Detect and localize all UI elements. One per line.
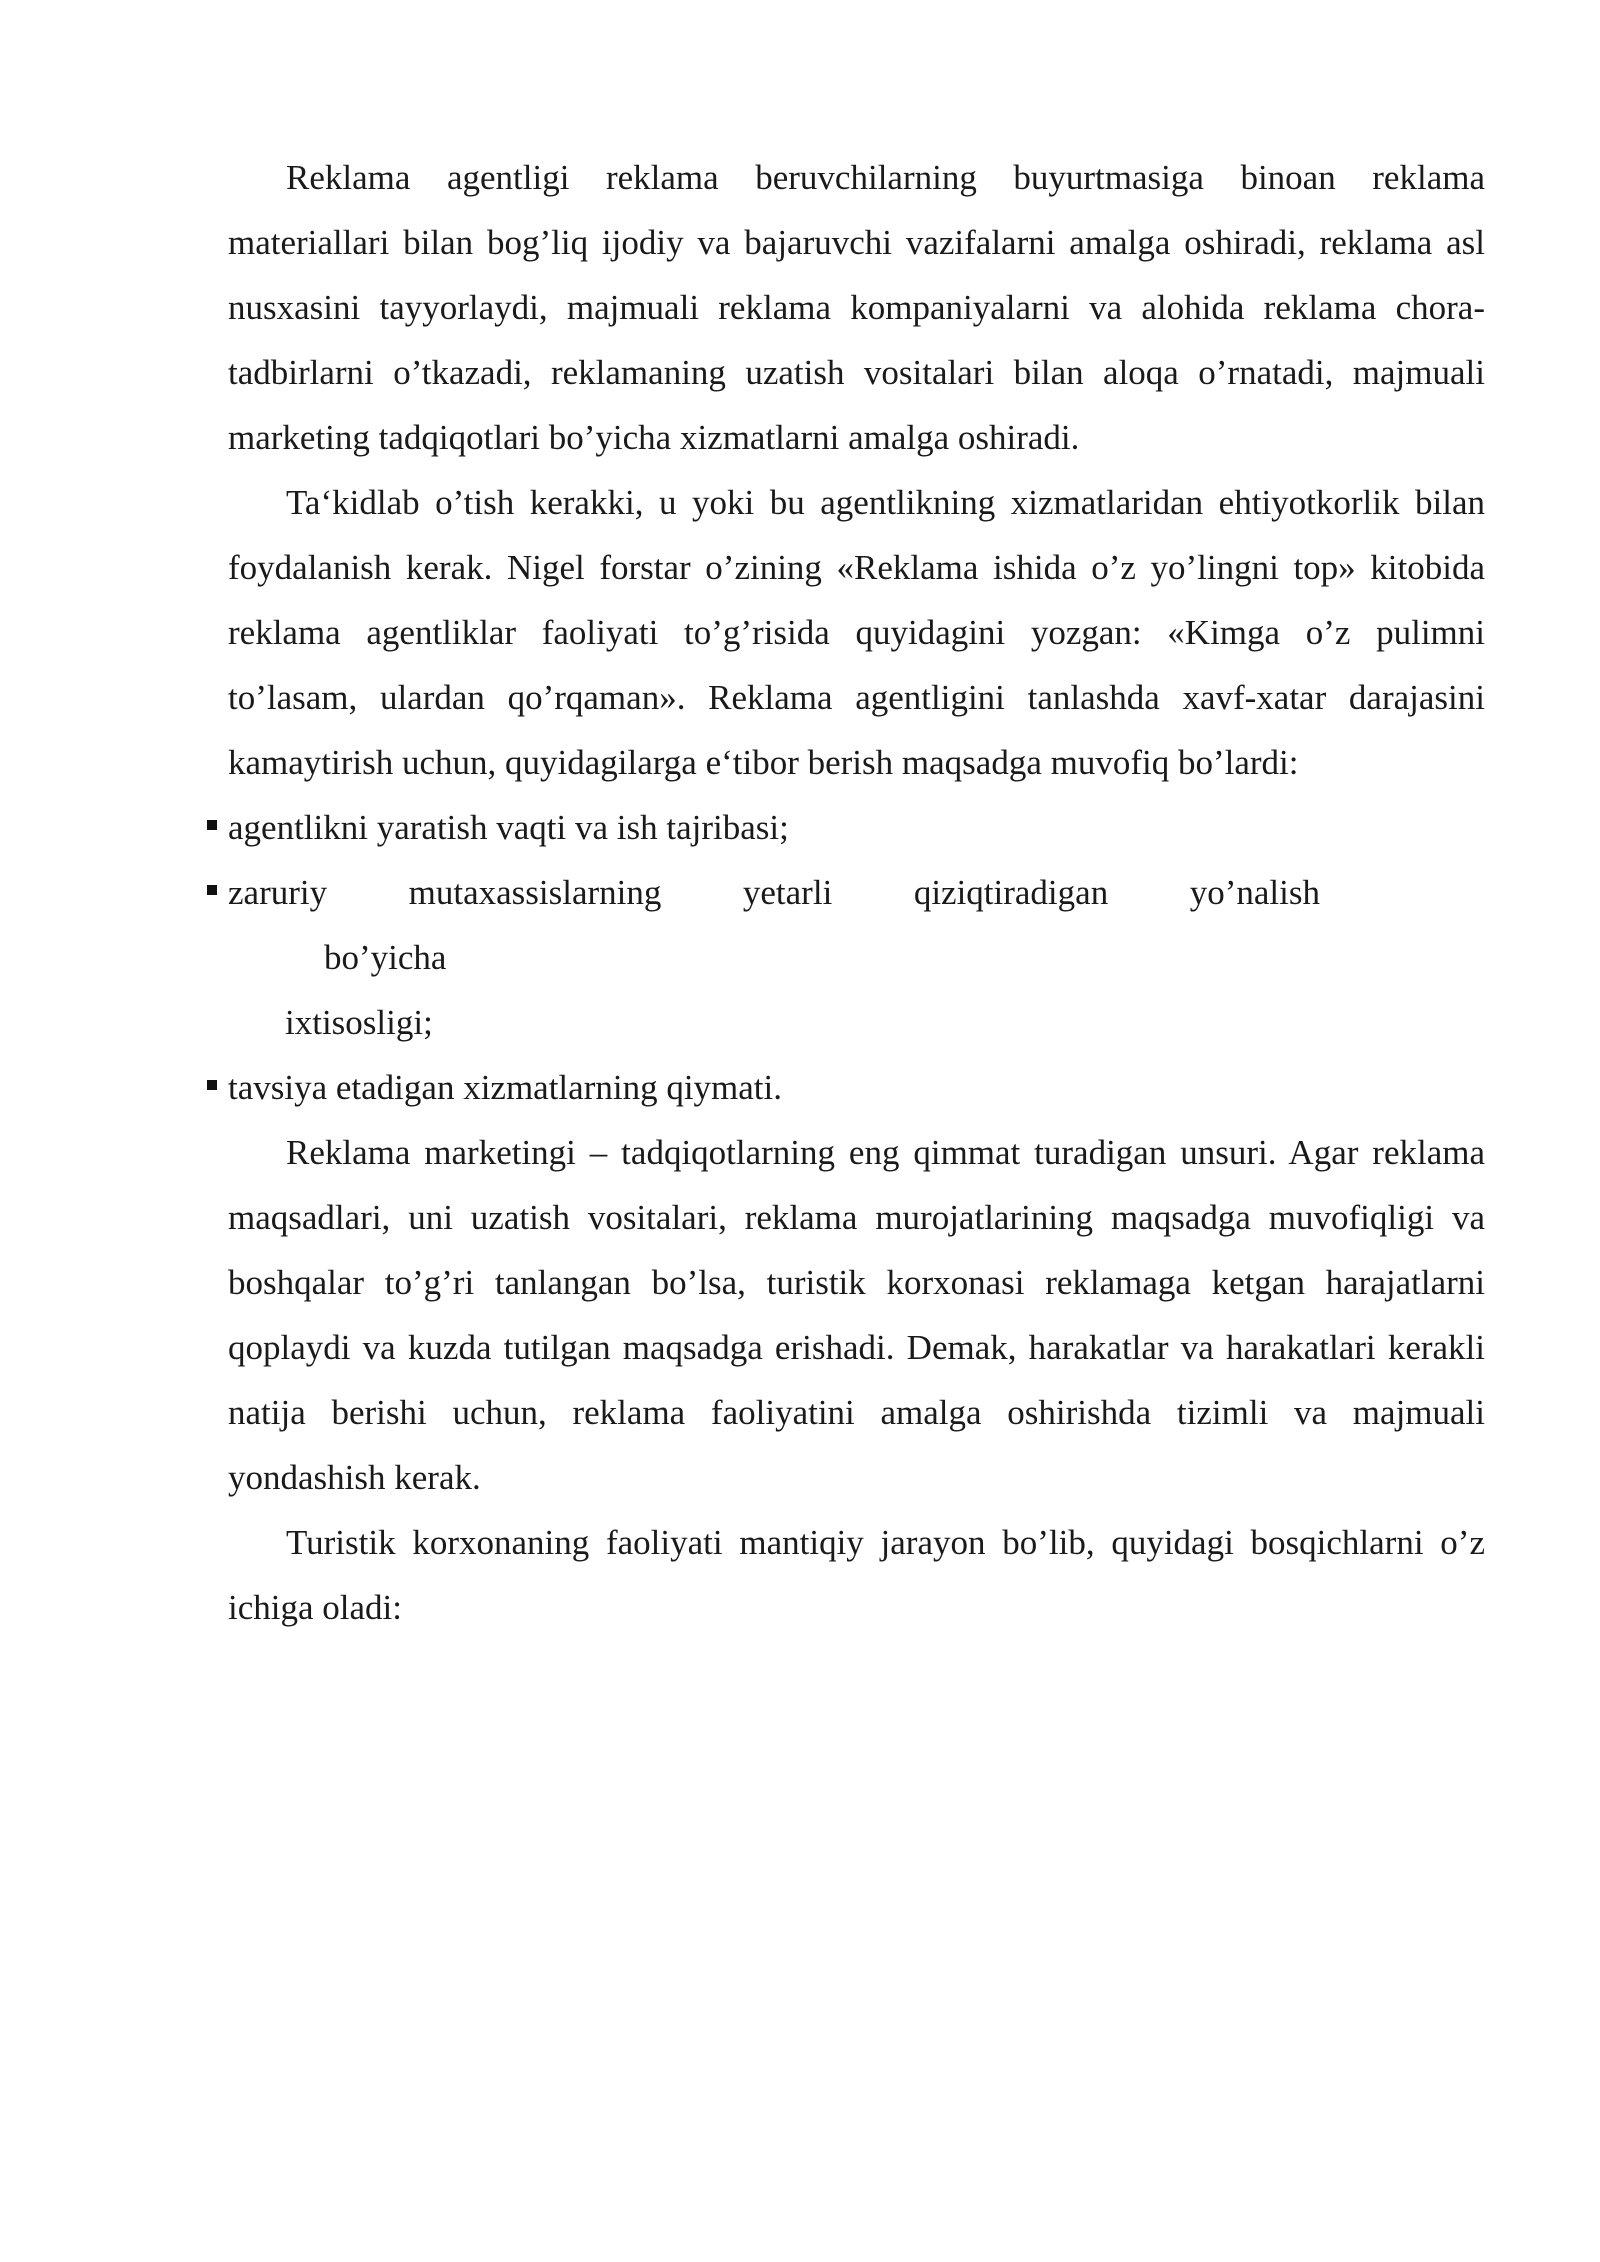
list-item-word: mutaxassislarning xyxy=(408,873,662,912)
list-item-2-line-2: bo’yicha xyxy=(324,938,447,977)
list-item-word: qiziqtiradigan xyxy=(913,873,1109,912)
document-page xyxy=(228,145,1485,1640)
paragraph-4: Turistik korxonaning faoliyati mantiqiy jarayon bo’lib, quyidagi bosqichlarni o’z ichiga oladi: xyxy=(228,1523,1485,1627)
square-bullet-icon xyxy=(207,820,217,830)
list-item-2-line-1 xyxy=(228,860,1320,925)
square-bullet-icon xyxy=(207,1080,217,1090)
list-item-word: zaruriy xyxy=(228,873,328,912)
list-item-text: agentlikni yaratish vaqti va ish tajribasi; xyxy=(228,808,789,847)
paragraph-2: Ta‘kidlab o’tish kerakki, u yoki bu agentlikning xizmatlaridan ehtiyotkorlik bilan foydalanish kerak. Nigel forstar o’zining «Reklama ishida o’z yo’lingni top» kitobida reklama agentliklar faoliyati to’g’risida quyidagini yozgan: «Kimga o’z pulimni to’lasam, ulardan qo’rqaman». Reklama agentligini tanlashda xavf-xatar darajasini kamaytirish uchun, quyidagilarga e‘tibor berish maqsadga muvofiq bo’lardi: xyxy=(228,483,1485,782)
bullet-list xyxy=(228,795,1485,1120)
paragraph-1: Reklama agentligi reklama beruvchilarning buyurtmasiga binoan reklama materiallari bilan bog’liq ijodiy va bajaruvchi vazifalarni amalga oshiradi, reklama asl nusxasini tayyorlaydi, majmuali reklama kompaniyalarni va alohida reklama chora-tadbirlarni o’tkazadi, reklamaning uzatish vositalari bilan aloqa o’rnatadi, majmuali marketing tadqiqotlari bo’yicha xizmatlarni amalga oshiradi. xyxy=(228,158,1485,457)
list-item-3 xyxy=(228,1055,1485,1120)
paragraph-3: Reklama marketingi – tadqiqotlarning eng qimmat turadigan unsuri. Agar reklama maqsadlari, uni uzatish vositalari, reklama murojatlarining maqsadga muvofiqligi va boshqalar to’g’ri tanlangan bo’lsa, turistik korxonasi reklamaga ketgan harajatlarni qoplaydi va kuzda tutilgan maqsadga erishadi. Demak, harakatlar va harakatlari kerakli natija berishi uchun, reklama faoliyatini amalga oshirishda tizimli va majmuali yondashish kerak. xyxy=(228,1133,1485,1497)
list-item-2-line-3: ixtisosligi; xyxy=(285,1003,433,1042)
list-item-word: yo’nalish xyxy=(1189,873,1320,912)
list-item-1 xyxy=(228,795,1485,860)
square-bullet-icon xyxy=(207,885,217,895)
list-item-word: yetarli xyxy=(742,873,833,912)
list-item-2 xyxy=(228,860,1485,1055)
list-item-text: tavsiya etadigan xizmatlarning qiymati. xyxy=(228,1068,783,1107)
